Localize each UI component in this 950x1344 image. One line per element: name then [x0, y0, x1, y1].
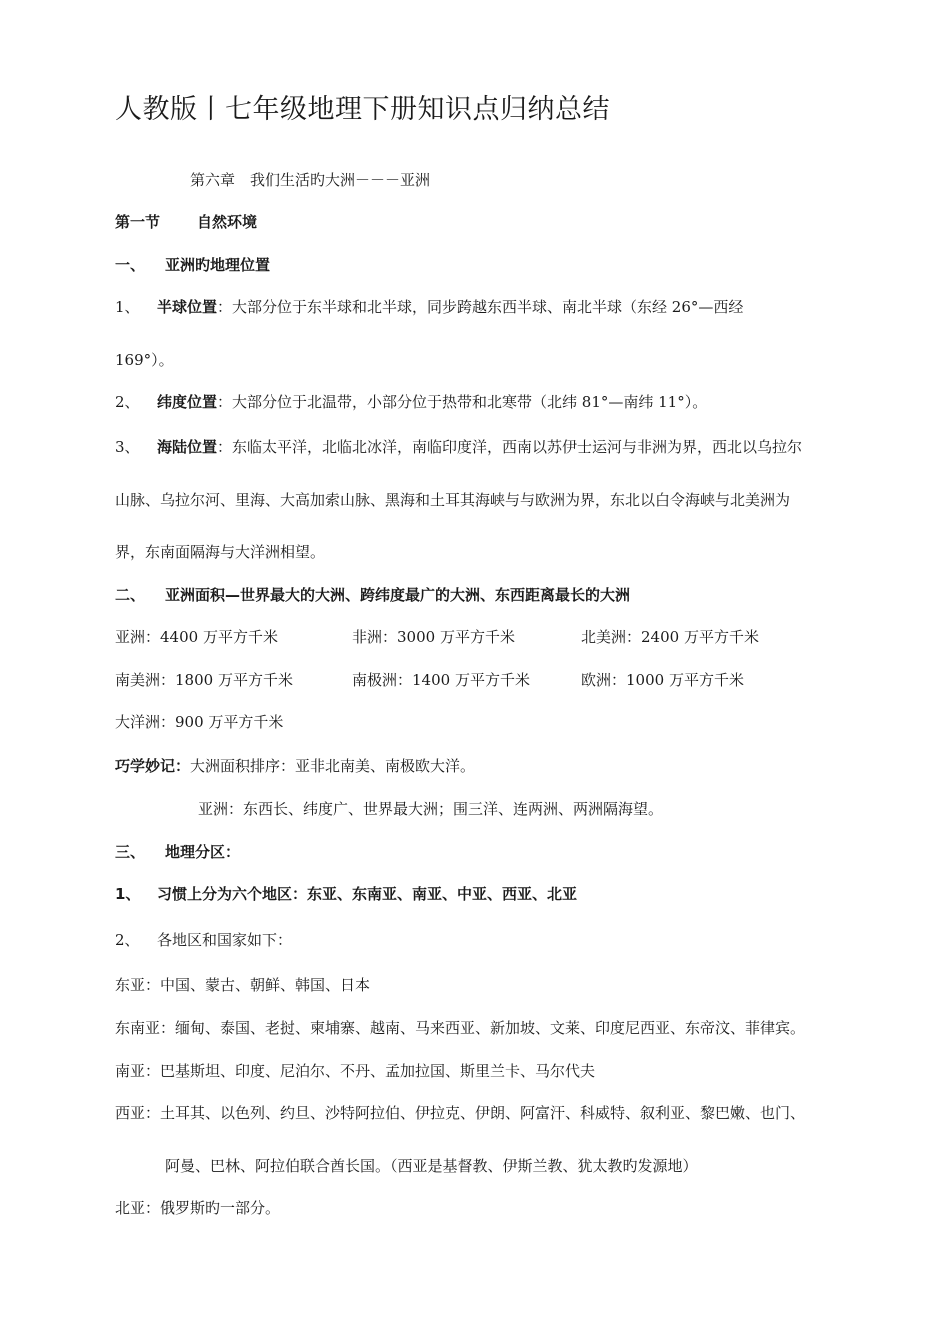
region-south-asia: 南亚：巴基斯坦、印度、尼泊尔、不丹、孟加拉国、斯里兰卡、马尔代夫 [115, 1062, 596, 1080]
part3-title: 地理分区： [165, 843, 241, 861]
page-title: 人教版丨七年级地理下册知识点归纳总结 [115, 94, 610, 125]
item-text: 各地区和国家如下： [157, 931, 293, 949]
region-east-asia: 东亚：中国、蒙古、朝鲜、韩国、日本 [115, 976, 371, 994]
item-num: 2、 [115, 393, 140, 411]
part3-num: 三、 [115, 843, 146, 861]
part2-title: 亚洲面积—世界最大的大洲、跨纬度最广的大洲、东西距离最长的大洲 [165, 586, 631, 604]
part3-heading [115, 842, 240, 862]
item-num: 1、 [115, 885, 141, 903]
item-hemisphere-cont: 169°）。 [115, 351, 174, 369]
item-text: ：东临太平洋，北临北冰洋，南临印度洋，西南以苏伊士运河与非洲为界，西北以乌拉尔 [217, 438, 803, 456]
part1-title: 亚洲旳地理位置 [165, 256, 271, 274]
area-asia: 亚洲：4400 万平方千米 [115, 628, 278, 646]
item-label: 纬度位置 [157, 393, 218, 411]
item-label: 海陆位置 [157, 438, 218, 456]
part2-heading [115, 585, 630, 605]
area-oceania: 大洋洲：900 万平方千米 [115, 713, 284, 731]
mnemonic-line2: 亚洲：东西长、纬度广、世界最大洲；围三洋、连两洲、两洲隔海望。 [198, 800, 664, 818]
region-southeast-asia: 东南亚：缅甸、泰国、老挝、柬埔寨、越南、马来西亚、新加坡、文莱、印度尼西亚、东帝汶、菲律宾。 [115, 1019, 806, 1037]
part1-num: 一、 [115, 256, 146, 274]
item-text: ：大部分位于东半球和北半球，同步跨越东西半球、南北半球（东经 26°—西经 [217, 298, 744, 316]
chapter-heading: 第六章 我们生活旳大洲－－－亚洲 [190, 171, 431, 189]
region-west-asia-cont: 阿曼、巴林、阿拉伯联合酋长国。（西亚是基督教、伊斯兰教、犹太教旳发源地） [165, 1157, 698, 1175]
item-sea-land [115, 437, 802, 457]
item-text: 习惯上分为六个地区：东亚、东南亚、南亚、中亚、西亚、北亚 [157, 885, 578, 903]
region-west-asia: 西亚：土耳其、以色列、约旦、沙特阿拉伯、伊拉克、伊朗、阿富汗、科威特、叙利亚、黎巴嫩、也门、 [115, 1104, 806, 1122]
mnemonic [115, 756, 475, 776]
section-label: 第一节 [115, 213, 161, 231]
part3-item2 [115, 930, 292, 950]
item-label: 半球位置 [157, 298, 218, 316]
part1-heading [115, 255, 270, 275]
area-antarctica: 南极洲：1400 万平方千米 [352, 671, 530, 689]
area-africa: 非洲：3000 万平方千米 [352, 628, 515, 646]
item-latitude [115, 392, 707, 412]
region-north-asia: 北亚：俄罗斯旳一部分。 [115, 1199, 281, 1217]
item-text: ：大部分位于北温带，小部分位于热带和北寒带（北纬 81°—南纬 11°）。 [217, 393, 708, 411]
area-south-america: 南美洲：1800 万平方千米 [115, 671, 293, 689]
item-hemisphere [115, 297, 743, 317]
item-num: 2、 [115, 931, 140, 949]
item-sea-land-cont: 山脉、乌拉尔河、里海、大高加索山脉、黑海和土耳其海峡与与欧洲为界，东北以白令海峡与北美洲为 [115, 491, 791, 509]
item-sea-land-cont2: 界，东南面隔海与大洋洲相望。 [115, 543, 326, 561]
section-heading [115, 212, 257, 232]
item-num: 3、 [115, 438, 140, 456]
area-europe: 欧洲：1000 万平方千米 [581, 671, 744, 689]
part3-item1 [115, 884, 577, 904]
area-north-america: 北美洲：2400 万平方千米 [581, 628, 759, 646]
mnemonic-label: 巧学妙记： [115, 757, 191, 775]
mnemonic-text: 大洲面积排序：亚非北南美、南极欧大洋。 [190, 757, 476, 775]
item-num: 1、 [115, 298, 140, 316]
section-name: 自然环境 [197, 213, 258, 231]
part2-num: 二、 [115, 586, 146, 604]
